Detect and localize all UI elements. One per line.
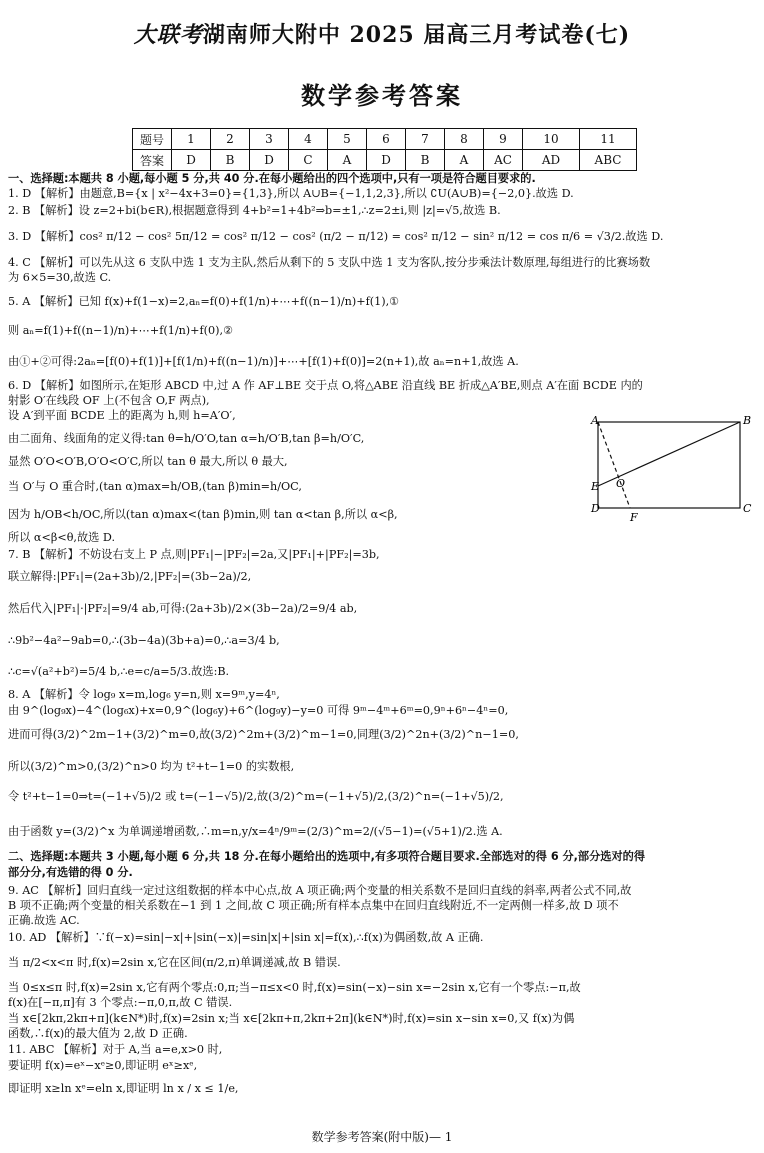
brand-logo-text: 大联考: [133, 22, 203, 48]
solution-line: 为 6×5=30,故选 C.: [8, 271, 112, 284]
solution-line: 由二面角、线面角的定义得:tan θ=h/O′O,tan α=h/O′B,tan β=h/O′C,: [8, 432, 365, 445]
solution-line: 部分分,有选错的得 0 分.: [8, 866, 133, 879]
answer-cell: AC: [484, 150, 523, 171]
label-f: F: [630, 511, 638, 524]
solution-line: 当 π/2<x<π 时,f(x)=2sin x,它在区间(π/2,π)单调递减,故 B 错误.: [8, 956, 341, 969]
document-title: 数学参考答案: [301, 81, 463, 110]
solution-line: f(x)在[−π,π]有 3 个零点:−π,0,π,故 C 错误.: [8, 996, 233, 1009]
solution-line: 即证明 x≥ln xᵉ=eln x,即证明 ln x / x ≤ 1/e,: [8, 1082, 239, 1095]
question-number: 10: [523, 129, 580, 150]
solution-line: 函数,∴f(x)的最大值为 2,故 D 正确.: [8, 1027, 188, 1040]
solution-line: 由①+②可得:2aₙ=[f(0)+f(1)]+[f(1/n)+f((n−1)/n)]+⋯+[f(1)+f(0)]=2(n+1),故 aₙ=n+1,故选 A.: [8, 355, 519, 368]
question-number: 4: [289, 129, 328, 150]
question-number: 1: [172, 129, 211, 150]
exam-title: 湖南师大附中 2025 届高三月考试卷(七): [202, 22, 631, 48]
answer-cell: A: [328, 150, 367, 171]
solution-line: 正确.故选 AC.: [8, 914, 80, 927]
label-a: A: [591, 414, 599, 427]
question-number: 8: [445, 129, 484, 150]
solution-line: 联立解得:|PF₁|=(2a+3b)/2,|PF₂|=(3b−2a)/2,: [8, 570, 252, 583]
exam-header: [0, 18, 764, 49]
solution-line: 令 t²+t−1=0⇒t=(−1+√5)/2 或 t=(−1−√5)/2,故(3/2)^m=(−1+√5)/2,(3/2)^n=(−1+√5)/2,: [8, 790, 504, 803]
solution-line: 由于函数 y=(3/2)^x 为单调递增函数,∴m=n,y/x=4ⁿ/9ᵐ=(2/3)^m=2/(√5−1)=(√5+1)/2.选 A.: [8, 825, 503, 838]
solution-line: 当 O′与 O 重合时,(tan α)max=h/OB,(tan β)min=h/OC,: [8, 480, 302, 493]
solution-line: 进而可得(3/2)^2m−1+(3/2)^m=0,故(3/2)^2m+(3/2)^m−1=0,同理(3/2)^2n+(3/2)^n−1=0,: [8, 728, 519, 741]
answer-table-number-row: [133, 129, 637, 150]
solution-line: 要证明 f(x)=eˣ−xᵉ≥0,即证明 eˣ≥xᵉ,: [8, 1059, 198, 1072]
answer-cell: B: [211, 150, 250, 171]
solution-line: B 项不正确;两个变量的相关系数在−1 到 1 之间,故 C 项正确;所有样本点集中在回归直线附近,不一定两侧一样多,故 D 项不: [8, 899, 619, 912]
solution-line: 7. B 【解析】不妨设右支上 P 点,则|PF₁|−|PF₂|=2a,又|PF₁|+|PF₂|=3b,: [8, 548, 380, 561]
question-number: 3: [250, 129, 289, 150]
solution-line: 9. AC 【解析】回归直线一定过这组数据的样本中心点,故 A 项正确;两个变量的相关系数不是回归直线的斜率,两者公式不同,故: [8, 884, 632, 897]
label-d: D: [591, 502, 600, 515]
answer-cell: C: [289, 150, 328, 171]
solution-line: 所以(3/2)^m>0,(3/2)^n>0 均为 t²+t−1=0 的实数根,: [8, 760, 295, 773]
solution-line: 11. ABC 【解析】对于 A,当 a=e,x>0 时,: [8, 1043, 223, 1056]
solution-line: 5. A 【解析】已知 f(x)+f(1−x)=2,aₙ=f(0)+f(1/n)+⋯+f((n−1)/n)+f(1),①: [8, 295, 400, 308]
solution-line: 6. D 【解析】如图所示,在矩形 ABCD 中,过 A 作 AF⊥BE 交于点 O,将△ABE 沿直线 BE 折成△A′BE,则点 A′在面 BCDE 内的: [8, 379, 643, 392]
answer-cell: D: [250, 150, 289, 171]
label-o: O: [616, 477, 626, 490]
answer-table-answer-row: [133, 150, 637, 171]
question-number: 9: [484, 129, 523, 150]
solution-line: 二、选择题:本题共 3 小题,每小题 6 分,共 18 分.在每小题给出的选项中,有多项符合题目要求.全部选对的得 6 分,部分选对的得: [8, 850, 646, 863]
solution-line: 设 A′到平面 BCDE 上的距离为 h,则 h=A′O′,: [8, 409, 236, 422]
rectangle-abcd: [598, 422, 740, 508]
answer-row-label: 答案: [133, 150, 172, 171]
answer-cell: D: [367, 150, 406, 171]
question-number: 2: [211, 129, 250, 150]
segment-af: [598, 422, 630, 508]
label-b: B: [743, 414, 752, 427]
solution-line: 所以 α<β<θ,故选 D.: [8, 531, 116, 544]
label-e: E: [591, 480, 600, 493]
answer-cell: D: [172, 150, 211, 171]
solution-line: 然后代入|PF₁|·|PF₂|=9/4 ab,可得:(2a+3b)/2×(3b−2a)/2=9/4 ab,: [8, 602, 358, 615]
solution-line: 2. B 【解析】设 z=2+bi(b∈R),根据题意得到 4+b²=1+4b²⇒b=±1,∴z=2±i,则 |z|=√5,故选 B.: [8, 204, 501, 217]
solution-line: 显然 O′O<O′B,O′O<O′C,所以 tan θ 最大,所以 θ 最大,: [8, 455, 288, 468]
solution-line: 因为 h/OB<h/OC,所以(tan α)max<(tan β)min,则 tan α<tan β,所以 α<β,: [8, 508, 398, 521]
question-number: 11: [580, 129, 637, 150]
solution-line: 4. C 【解析】可以先从这 6 支队中选 1 支为主队,然后从剩下的 5 支队中选 1 支为客队,按分步乘法计数原理,每组进行的比赛场数: [8, 256, 651, 269]
solution-line: 射影 O′在线段 OF 上(不包含 O,F 两点),: [8, 394, 210, 407]
answer-cell: AD: [523, 150, 580, 171]
question-number: 7: [406, 129, 445, 150]
answer-cell: ABC: [580, 150, 637, 171]
page-footer: 数学参考答案(附中版)— 1: [311, 1130, 453, 1144]
solution-line: 当 0≤x≤π 时,f(x)=2sin x,它有两个零点:0,π;当−π≤x<0 时,f(x)=sin(−x)−sin x=−2sin x,它有一个零点:−π,故: [8, 981, 581, 994]
solution-line: 10. AD 【解析】∵f(−x)=sin|−x|+|sin(−x)|=sin|x|+|sin x|=f(x),∴f(x)为偶函数,故 A 正确.: [8, 931, 484, 944]
label-c: C: [743, 502, 752, 515]
solution-line: 1. D 【解析】由题意,B={x | x²−4x+3=0}={1,3},所以 A∪B={−1,1,2,3},所以 ∁U(A∪B)={−2,0}.故选 D.: [8, 187, 574, 200]
solution-line: 当 x∈[2kπ,2kπ+π](k∈N*)时,f(x)=2sin x;当 x∈[2kπ+π,2kπ+2π](k∈N*)时,f(x)=sin x−sin x=0,又 f(x)为偶: [8, 1012, 575, 1025]
solution-line: 8. A 【解析】令 log₉ x=m,log₆ y=n,则 x=9ᵐ,y=4ⁿ,: [8, 688, 280, 701]
question-number: 5: [328, 129, 367, 150]
question-number: 6: [367, 129, 406, 150]
solution-line: 3. D 【解析】cos² π/12 − cos² 5π/12 = cos² π/12 − cos² (π/2 − π/12) = cos² π/12 − sin² π/12 = cos π/6 = √3/2.故选 D.: [8, 230, 664, 243]
solution-line: 一、选择题:本题共 8 小题,每小题 5 分,共 40 分.在每小题给出的四个选项中,只有一项是符合题目要求的.: [8, 172, 536, 185]
rectangle-figure: [590, 412, 760, 524]
solution-line: 则 aₙ=f(1)+f((n−1)/n)+⋯+f(1/n)+f(0),②: [8, 324, 234, 337]
answer-cell: A: [445, 150, 484, 171]
answer-table: [132, 128, 637, 171]
solution-line: ∴9b²−4a²−9ab=0,∴(3b−4a)(3b+a)=0,∴a=3/4 b,: [8, 634, 280, 647]
number-row-label: 题号: [133, 129, 172, 150]
answer-cell: B: [406, 150, 445, 171]
solution-line: ∴c=√(a²+b²)=5/4 b,∴e=c/a=5/3.故选:B.: [8, 665, 230, 678]
solution-line: 由 9^(log₉x)−4^(log₆x)+x=0,9^(log₆y)+6^(log₉y)−y=0 可得 9ᵐ−4ᵐ+6ᵐ=0,9ⁿ+6ⁿ−4ⁿ=0,: [8, 704, 509, 717]
